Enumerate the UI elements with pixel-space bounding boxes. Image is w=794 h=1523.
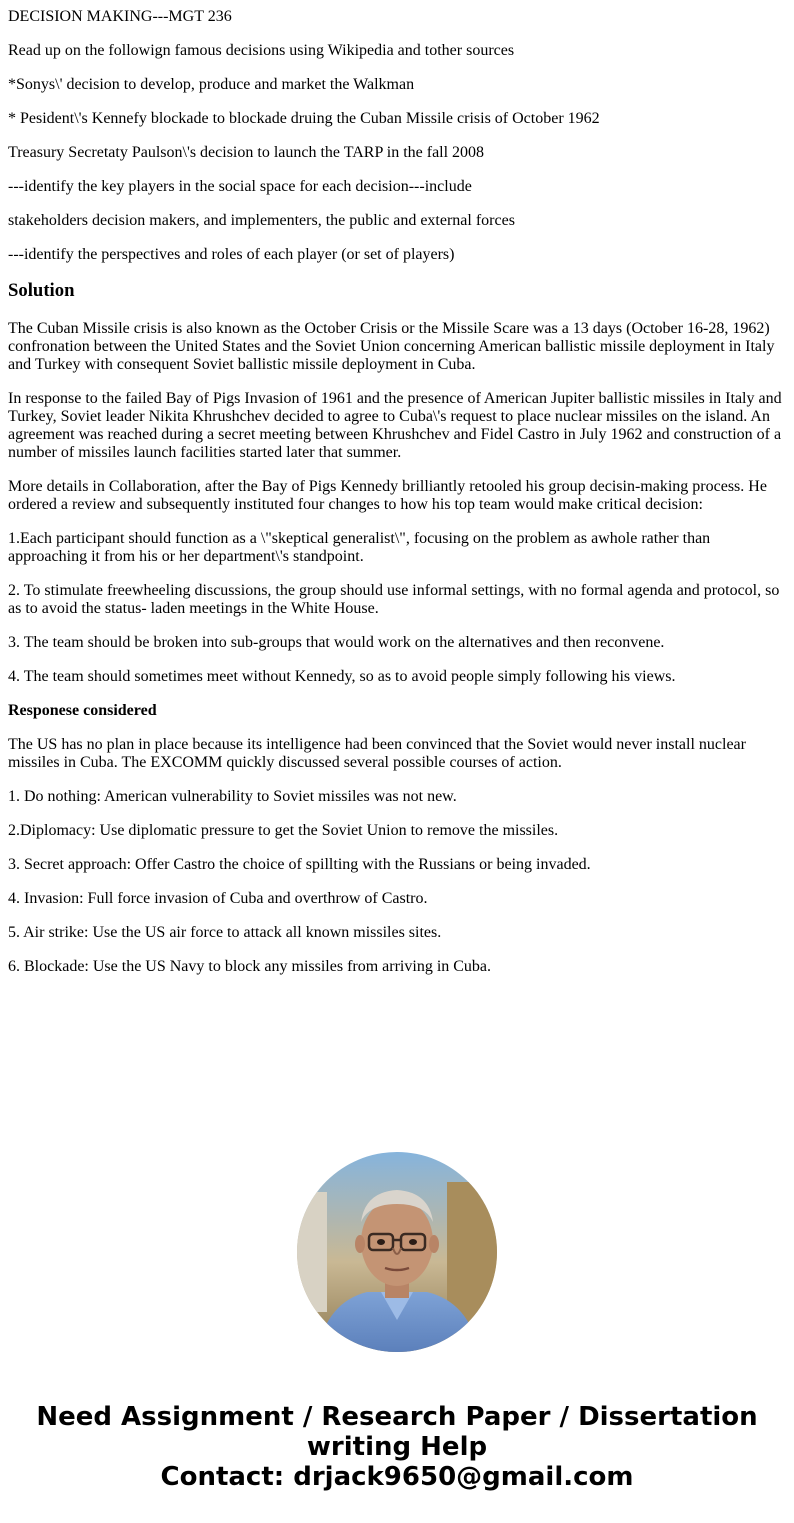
promo-line: Need Assignment / Research Paper / Dissertation <box>36 1402 758 1432</box>
change-item: 3. The team should be broken into sub-groups that would work on the alternatives and then reconvene. <box>8 634 665 651</box>
solution-paragraph: More details in Collaboration, after the Bay of Pigs Kennedy brilliantly retooled his group decisin-making process. He ordered a review and subsequently instituted four changes to how his top team would make critical decision: <box>8 478 767 513</box>
question-task: stakeholders decision makers, and implementers, the public and external forces <box>8 212 515 229</box>
question-item-tarp: Treasury Secretaty Paulson\'s decision to launch the TARP in the fall 2008 <box>8 144 485 161</box>
promo-line: writing Help <box>306 1432 488 1462</box>
promo-banner <box>0 1152 794 1492</box>
solution-paragraph: In response to the failed Bay of Pigs Invasion of 1961 and the presence of American Jupiter ballistic missiles in Italy and Turkey, Soviet leader Nikita Khrushchev decided to agree to Cuba\'s request to place nuclear missiles on the island. An agreement was reached during a secret meeting between Khrushchev and Fidel Castro in July 1962 and construction of a number of missiles launch facilities started later that summer. <box>8 390 782 461</box>
change-item: 1.Each participant should function as a \"skeptical generalist\", focusing on the problem as awhole rather than approaching it from his or her department\'s standpoint. <box>8 530 711 565</box>
avatar-portrait-icon <box>297 1152 497 1352</box>
option-item: 4. Invasion: Full force invasion of Cuba and overthrow of Castro. <box>8 890 428 907</box>
question-title: DECISION MAKING---MGT 236 <box>8 8 232 25</box>
question-task: ---identify the key players in the social space for each decision---include <box>8 178 472 195</box>
responses-heading: Responese considered <box>8 702 157 719</box>
question-item-walkman: *Sonys\' decision to develop, produce and market the Walkman <box>8 76 415 93</box>
solution-heading: Solution <box>8 280 75 301</box>
change-item: 2. To stimulate freewheeling discussions, the group should use informal settings, with no formal agenda and protocol, so as to avoid the status- laden meetings in the White House. <box>8 582 780 617</box>
option-item: 3. Secret approach: Offer Castro the choice of spillting with the Russians or being invaded. <box>8 856 591 873</box>
responses-heading-paragraph <box>8 702 786 720</box>
option-item: 5. Air strike: Use the US air force to attack all known missiles sites. <box>8 924 442 941</box>
avatar <box>297 1152 497 1352</box>
option-item: 1. Do nothing: American vulnerability to Soviet missiles was not new. <box>8 788 457 805</box>
responses-intro: The US has no plan in place because its intelligence had been convinced that the Soviet would never install nuclear missiles in Cuba. The EXCOMM quickly discussed several possible courses of action. <box>8 736 746 771</box>
option-item: 2.Diplomacy: Use diplomatic pressure to get the Soviet Union to remove the missiles. <box>8 822 559 839</box>
change-item: 4. The team should sometimes meet without Kennedy, so as to avoid people simply following his views. <box>8 668 676 685</box>
promo-text <box>0 1402 794 1492</box>
option-item: 6. Blockade: Use the US Navy to block any missiles from arriving in Cuba. <box>8 958 492 975</box>
promo-contact[interactable]: Contact: drjack9650@gmail.com <box>160 1462 634 1492</box>
question-item-blockade: * Pesident\'s Kennefy blockade to blockade druing the Cuban Missile crisis of October 1962 <box>8 110 600 127</box>
document-body <box>8 8 786 992</box>
question-intro: Read up on the followign famous decisions using Wikipedia and tother sources <box>8 42 515 59</box>
solution-paragraph: The Cuban Missile crisis is also known as the October Crisis or the Missile Scare was a 13 days (October 16-28, 1962) confronation between the United States and the Soviet Union concerning American ballistic missile deployment in Italy and Turkey with consequent Soviet ballistic missile deployment in Cuba. <box>8 320 775 373</box>
question-task: ---identify the perspectives and roles of each player (or set of players) <box>8 246 455 263</box>
